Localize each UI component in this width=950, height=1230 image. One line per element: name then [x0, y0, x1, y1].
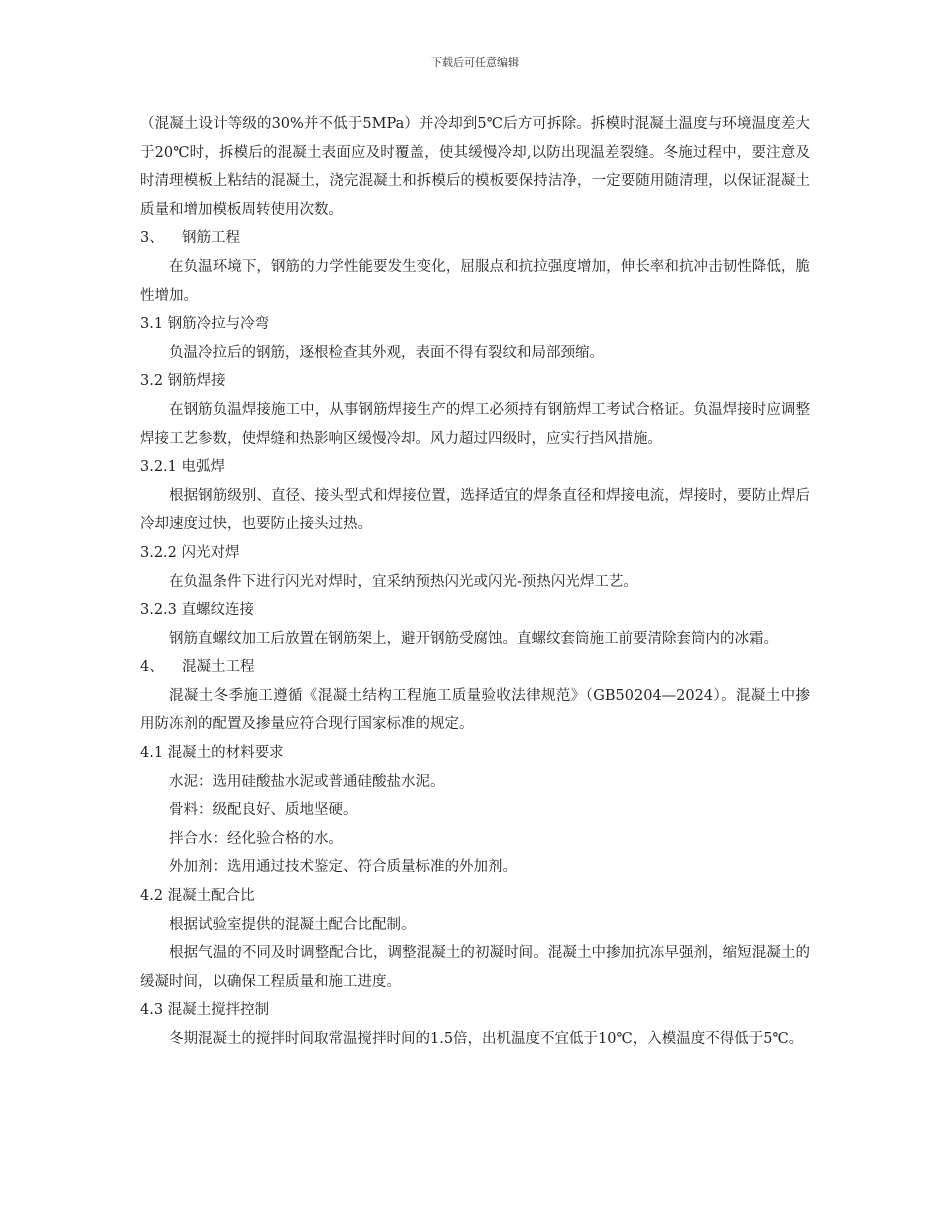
subsection-heading-3-1: 3.1 钢筋冷拉与冷弯 — [140, 316, 270, 333]
subsection-heading-3-2-2: 3.2.2 闪光对焊 — [140, 544, 240, 561]
section-title: 混凝土工程 — [182, 659, 255, 676]
material-item-aggregate: 骨料：级配良好、质地坚硬。 — [169, 802, 358, 819]
subsection-heading-4-1: 4.1 混凝土的材料要求 — [140, 745, 284, 762]
section-number: 3、 — [140, 230, 164, 247]
paragraph-3: 在负温环境下，钢筋的力学性能要发生变化，屈服点和抗拉强度增加，伸长率和抗冲击韧性降低，脆性增加。 — [140, 258, 810, 304]
paragraph-3-2-1: 根据钢筋级别、直径、接头型式和焊接位置，选择适宜的焊条直径和焊接电流，焊接时，要防止焊后冷却速度过快，也要防止接头过热。 — [140, 487, 810, 533]
paragraph-3-2-3: 钢筋直螺纹加工后放置在钢筋架上，避开钢筋受腐蚀。直螺纹套筒施工前要清除套筒内的冰霜。 — [169, 630, 778, 647]
page-header: 下载后可任意编辑 — [431, 56, 519, 69]
section-heading-4 — [140, 653, 810, 682]
paragraph-intro: （混凝土设计等级的30%并不低于5MPa）并冷却到5℃后方可拆除。拆模时混凝土温度与环境温度差大于20℃时，拆模后的混凝土表面应及时覆盖，使其缓慢冷却,以防出现温差裂缝。冬施过程中，要注意及时清理模板上粘结的混凝土，浇完混凝土和拆模后的模板要保持洁净，一定要随用随清理，以保证混凝土质量和增加模板周转使用次数。 — [140, 116, 810, 218]
section-number: 4、 — [140, 659, 164, 676]
paragraph-4-2-b: 根据气温的不同及时调整配合比，调整混凝土的初凝时间。混凝土中掺加抗冻早强剂，缩短混凝土的缓凝时间，以确保工程质量和施工进度。 — [140, 945, 810, 990]
paragraph-4-3: 冬期混凝土的搅拌时间取常温搅拌时间的1.5倍，出机温度不宜低于10℃，入模温度不得低于5℃。 — [169, 1031, 804, 1047]
subsection-heading-4-3: 4.3 混凝土搅拌控制 — [140, 1002, 270, 1019]
paragraph-3-1: 负温冷拉后的钢筋，逐根检查其外观，表面不得有裂纹和局部颈缩。 — [169, 344, 604, 361]
material-item-cement: 水泥：选用硅酸盐水泥或普通硅酸盐水泥。 — [169, 773, 445, 790]
subsection-heading-3-2-3: 3.2.3 直螺纹连接 — [140, 602, 255, 619]
paragraph-4-2-a: 根据试验室提供的混凝土配合比配制。 — [169, 916, 416, 933]
material-item-admixture: 外加剂：选用通过技术鉴定、符合质量标准的外加剂。 — [169, 859, 517, 876]
subsection-heading-3-2: 3.2 钢筋焊接 — [140, 373, 226, 390]
document-body — [140, 110, 810, 1054]
paragraph-4: 混凝土冬季施工遵循《混凝土结构工程施工质量验收法律规范》（GB50204—2024）。混凝土中掺用防冻剂的配置及掺量应符合现行国家标准的规定。 — [140, 687, 810, 733]
subsection-heading-4-2: 4.2 混凝土配合比 — [140, 888, 255, 905]
paragraph-3-2: 在钢筋负温焊接施工中，从事钢筋焊接生产的焊工必须持有钢筋焊工考试合格证。负温焊接时应调整焊接工艺参数，使焊缝和热影响区缓慢冷却。风力超过四级时，应实行挡风措施。 — [140, 401, 810, 447]
material-item-water: 拌合水：经化验合格的水。 — [169, 830, 343, 847]
paragraph-3-2-2: 在负温条件下进行闪光对焊时，宜采纳预热闪光或闪光-预热闪光焊工艺。 — [169, 573, 638, 590]
section-title: 钢筋工程 — [182, 230, 240, 247]
section-heading-3 — [140, 224, 810, 253]
subsection-heading-3-2-1: 3.2.1 电弧焊 — [140, 459, 226, 476]
